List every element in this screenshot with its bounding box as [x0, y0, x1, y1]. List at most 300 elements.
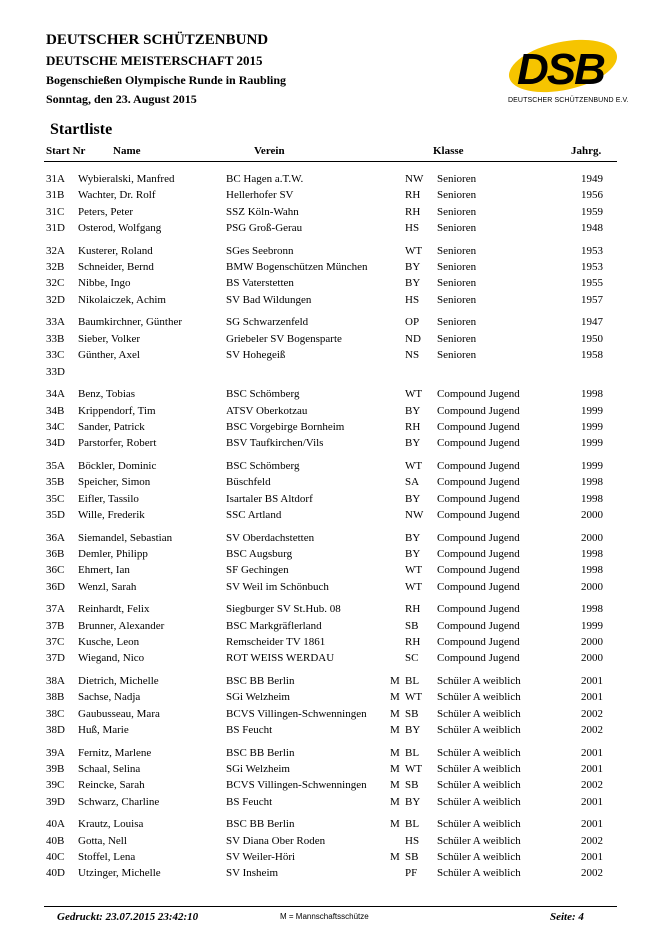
cell-lv: SB	[405, 707, 419, 720]
cell-name: Sachse, Nadja	[78, 691, 141, 704]
cell-start: 35C	[46, 492, 65, 505]
table-row	[0, 745, 665, 761]
table-row	[0, 816, 665, 832]
cell-verein: Siegburger SV St.Hub. 08	[226, 603, 341, 616]
cell-start: 39B	[46, 763, 65, 775]
table-row	[0, 833, 665, 849]
cell-jg: 2001	[581, 795, 603, 808]
cell-verein: Hellerhofer SV	[226, 189, 294, 202]
cell-start: 39D	[46, 795, 65, 808]
table-row	[0, 171, 665, 187]
cell-start: 31D	[46, 222, 65, 234]
table-row	[0, 706, 665, 722]
cell-name: Osterod, Wolfgang	[78, 222, 162, 234]
cell-jg: 2000	[581, 652, 603, 665]
cell-jg: 1999	[581, 459, 603, 472]
cell-lv: BY	[405, 724, 421, 736]
cell-start: 32C	[46, 277, 65, 290]
cell-start: 33B	[46, 332, 65, 345]
cell-jg: 1999	[581, 420, 603, 433]
cell-name: Kusche, Leon	[78, 635, 140, 648]
cell-klasse: Senioren	[437, 261, 477, 274]
cell-jg: 2000	[581, 580, 603, 593]
table-row	[0, 331, 665, 347]
cell-verein: SV Weil im Schönbuch	[226, 580, 329, 593]
cell-start: 40A	[46, 818, 65, 831]
cell-klasse: Senioren	[437, 189, 477, 202]
cell-m: M	[390, 851, 400, 863]
table-row	[0, 187, 665, 203]
table-row	[0, 491, 665, 507]
table-row	[0, 562, 665, 578]
cell-start: 33D	[46, 365, 65, 378]
cell-m: M	[390, 795, 400, 808]
cell-lv: NW	[405, 508, 424, 521]
cell-start: 40D	[46, 867, 65, 880]
table-row	[0, 220, 665, 236]
cell-jg: 2001	[581, 746, 603, 759]
cell-m: M	[390, 746, 400, 759]
cell-lv: BY	[405, 492, 421, 505]
cell-start: 33A	[46, 316, 65, 329]
cell-start: 35D	[46, 508, 65, 521]
cell-verein: BMW Bogenschützen München	[226, 261, 368, 274]
cell-start: 31C	[46, 205, 65, 218]
cell-lv: WT	[405, 244, 423, 257]
cell-start: 34C	[46, 420, 65, 433]
cell-start: 32A	[46, 244, 65, 257]
table-row	[0, 458, 665, 474]
table-row	[0, 435, 665, 451]
col-head-name: Name	[113, 145, 141, 157]
cell-start: 37A	[46, 603, 65, 616]
cell-jg: 1999	[581, 437, 603, 450]
col-head-jahrgang: Jahrg.	[571, 145, 602, 157]
cell-jg: 1958	[581, 349, 603, 362]
cell-start: 38D	[46, 724, 65, 736]
cell-lv: RH	[405, 420, 421, 433]
cell-verein: BSC Schömberg	[226, 388, 300, 401]
cell-name: Wenzl, Sarah	[78, 580, 137, 593]
cell-jg: 1999	[581, 619, 603, 632]
cell-jg: 2002	[581, 867, 603, 880]
cell-verein: SSC Artland	[226, 508, 282, 521]
cell-name: Gotta, Nell	[78, 834, 127, 847]
logo-caption: DEUTSCHER SCHÜTZENBUND E.V.	[508, 97, 629, 104]
table-row	[0, 673, 665, 689]
cell-jg: 1949	[581, 173, 603, 185]
cell-name: Speicher, Simon	[78, 476, 151, 489]
table-row	[0, 618, 665, 634]
cell-start: 34A	[46, 388, 65, 401]
cell-lv: HS	[405, 222, 420, 234]
cell-start: 36A	[46, 531, 65, 544]
cell-name: Utzinger, Michelle	[78, 867, 161, 880]
cell-verein: SGi Welzheim	[226, 691, 290, 704]
table-row	[0, 601, 665, 617]
table-row	[0, 579, 665, 595]
cell-lv: SB	[405, 779, 419, 792]
cell-jg: 1998	[581, 388, 603, 401]
cell-jg: 1957	[581, 293, 603, 306]
cell-klasse: Compound Jugend	[437, 388, 520, 401]
cell-name: Eifler, Tassilo	[78, 492, 139, 505]
cell-klasse: Compound Jugend	[437, 508, 520, 521]
cell-m: M	[390, 818, 400, 831]
cell-verein: SG Schwarzenfeld	[226, 316, 309, 329]
cell-start: 33C	[46, 349, 65, 362]
table-row	[0, 530, 665, 546]
cell-klasse: Senioren	[437, 205, 477, 218]
cell-lv: BY	[405, 437, 421, 450]
table-row	[0, 243, 665, 259]
table-row	[0, 761, 665, 777]
header-org: DEUTSCHER SCHÜTZENBUND	[46, 32, 269, 48]
table-row	[0, 314, 665, 330]
cell-verein: Griebeler SV Bogensparte	[226, 332, 342, 345]
cell-klasse: Compound Jugend	[437, 437, 520, 450]
cell-name: Nibbe, Ingo	[78, 277, 131, 290]
cell-jg: 1948	[581, 222, 603, 234]
cell-jg: 1953	[581, 261, 603, 274]
cell-jg: 1999	[581, 404, 603, 417]
cell-name: Benz, Tobias	[78, 388, 136, 401]
cell-lv: SB	[405, 851, 419, 863]
cell-start: 39A	[46, 746, 65, 759]
cell-verein: Isartaler BS Altdorf	[226, 492, 313, 505]
cell-verein: SV Hohegeiß	[226, 349, 286, 362]
cell-klasse: Senioren	[437, 316, 477, 329]
table-row	[0, 474, 665, 490]
cell-lv: WT	[405, 459, 423, 472]
table-row	[0, 546, 665, 562]
cell-m: M	[390, 691, 400, 704]
cell-name: Böckler, Dominic	[78, 459, 157, 472]
cell-jg: 1998	[581, 564, 603, 577]
cell-name: Sander, Patrick	[78, 420, 145, 433]
cell-lv: BY	[405, 547, 421, 560]
cell-klasse: Schüler A weiblich	[437, 779, 521, 792]
cell-lv: SB	[405, 619, 419, 632]
cell-lv: BY	[405, 795, 421, 808]
table-row	[0, 650, 665, 666]
logo-text: DSB	[517, 45, 604, 94]
cell-jg: 1998	[581, 492, 603, 505]
cell-jg: 2000	[581, 635, 603, 648]
cell-klasse: Compound Jugend	[437, 580, 520, 593]
cell-klasse: Senioren	[437, 277, 477, 290]
cell-jg: 2002	[581, 834, 603, 847]
cell-m: M	[390, 707, 400, 720]
cell-m: M	[390, 724, 400, 736]
cell-lv: BY	[405, 531, 421, 544]
cell-lv: HS	[405, 834, 420, 847]
cell-jg: 1998	[581, 476, 603, 489]
cell-jg: 2002	[581, 724, 603, 736]
table-row	[0, 507, 665, 523]
cell-start: 38C	[46, 707, 65, 720]
cell-klasse: Compound Jugend	[437, 476, 520, 489]
cell-klasse: Schüler A weiblich	[437, 763, 521, 775]
cell-verein: BSC BB Berlin	[226, 674, 295, 687]
cell-start: 37D	[46, 652, 65, 665]
cell-lv: BY	[405, 404, 421, 417]
cell-start: 38B	[46, 691, 65, 704]
cell-start: 34D	[46, 437, 65, 450]
cell-jg: 1998	[581, 547, 603, 560]
col-head-start: Start Nr	[46, 145, 86, 157]
cell-lv: BL	[405, 746, 420, 759]
cell-name: Ehmert, Ian	[78, 564, 130, 577]
cell-verein: SGes Seebronn	[226, 244, 294, 257]
cell-start: 36D	[46, 580, 65, 593]
cell-jg: 2001	[581, 851, 603, 863]
cell-verein: BSC Vorgebirge Bornheim	[226, 420, 345, 433]
cell-name: Schaal, Selina	[78, 763, 141, 775]
cell-klasse: Compound Jugend	[437, 420, 520, 433]
cell-verein: BCVS Villingen-Schwenningen	[226, 779, 367, 792]
cell-klasse: Compound Jugend	[437, 603, 520, 616]
cell-lv: WT	[405, 388, 423, 401]
table-row	[0, 364, 665, 380]
cell-verein: PSG Groß-Gerau	[226, 222, 303, 234]
cell-klasse: Schüler A weiblich	[437, 724, 521, 736]
cell-klasse: Schüler A weiblich	[437, 746, 521, 759]
cell-klasse: Compound Jugend	[437, 547, 520, 560]
cell-name: Günther, Axel	[78, 349, 140, 362]
cell-name: Fernitz, Marlene	[78, 746, 152, 759]
cell-name: Siemandel, Sebastian	[78, 531, 173, 544]
cell-klasse: Schüler A weiblich	[437, 691, 521, 704]
cell-start: 35A	[46, 459, 65, 472]
cell-start: 36B	[46, 547, 65, 560]
cell-klasse: Compound Jugend	[437, 404, 520, 417]
cell-verein: BS Vaterstetten	[226, 277, 294, 290]
table-row	[0, 259, 665, 275]
cell-jg: 2002	[581, 779, 603, 792]
cell-klasse: Schüler A weiblich	[437, 707, 521, 720]
cell-name: Wybieralski, Manfred	[78, 173, 175, 185]
cell-name: Reincke, Sarah	[78, 779, 145, 792]
cell-verein: SV Diana Ober Roden	[226, 834, 326, 847]
cell-jg: 1953	[581, 244, 603, 257]
cell-name: Sieber, Volker	[78, 332, 141, 345]
cell-lv: WT	[405, 564, 423, 577]
cell-lv: HS	[405, 293, 420, 306]
cell-klasse: Compound Jugend	[437, 564, 520, 577]
table-row	[0, 419, 665, 435]
col-head-verein: Verein	[254, 145, 285, 157]
cell-start: 37C	[46, 635, 65, 648]
cell-lv: NW	[405, 173, 424, 185]
table-row	[0, 386, 665, 402]
footer-printed: Gedruckt: 23.07.2015 23:42:10	[57, 911, 199, 923]
cell-name: Krippendorf, Tim	[78, 404, 156, 417]
cell-start: 35B	[46, 476, 65, 489]
cell-klasse: Compound Jugend	[437, 531, 520, 544]
cell-klasse: Schüler A weiblich	[437, 834, 521, 847]
cell-lv: WT	[405, 763, 423, 775]
cell-klasse: Compound Jugend	[437, 652, 520, 665]
cell-lv: RH	[405, 603, 421, 616]
cell-name: Stoffel, Lena	[78, 851, 136, 863]
header-discipline: Bogenschießen Olympische Runde in Raubling	[46, 73, 287, 87]
cell-start: 34B	[46, 404, 65, 417]
cell-lv: BL	[405, 818, 420, 831]
cell-start: 36C	[46, 564, 65, 577]
cell-m: M	[390, 674, 400, 687]
cell-lv: SC	[405, 652, 419, 665]
cell-klasse: Compound Jugend	[437, 635, 520, 648]
cell-jg: 1998	[581, 603, 603, 616]
cell-lv: ND	[405, 332, 421, 345]
cell-verein: BSC Markgräflerland	[226, 619, 322, 632]
table-row	[0, 865, 665, 881]
cell-verein: SV Bad Wildungen	[226, 293, 312, 306]
cell-name: Demler, Philipp	[78, 547, 148, 560]
cell-lv: RH	[405, 189, 421, 202]
cell-klasse: Compound Jugend	[437, 459, 520, 472]
cell-jg: 2001	[581, 818, 603, 831]
cell-verein: BSC Augsburg	[226, 547, 293, 560]
cell-start: 39C	[46, 779, 65, 792]
cell-klasse: Senioren	[437, 332, 477, 345]
cell-name: Kusterer, Roland	[78, 244, 153, 257]
cell-lv: RH	[405, 635, 421, 648]
cell-verein: BSC BB Berlin	[226, 818, 295, 831]
col-head-klasse: Klasse	[433, 145, 464, 157]
cell-jg: 2001	[581, 674, 603, 687]
cell-verein: Büschfeld	[226, 476, 271, 489]
cell-name: Dietrich, Michelle	[78, 674, 159, 687]
cell-verein: Remscheider TV 1861	[226, 635, 326, 648]
cell-jg: 1955	[581, 277, 603, 290]
cell-klasse: Compound Jugend	[437, 492, 520, 505]
table-row	[0, 204, 665, 220]
table-row	[0, 777, 665, 793]
cell-verein: SV Oberdachstetten	[226, 531, 315, 544]
cell-jg: 2000	[581, 508, 603, 521]
cell-klasse: Senioren	[437, 222, 477, 234]
cell-name: Huß, Marie	[78, 724, 129, 736]
footer-rule	[44, 906, 617, 907]
cell-name: Peters, Peter	[78, 205, 133, 218]
cell-start: 31B	[46, 189, 65, 202]
cell-klasse: Senioren	[437, 173, 477, 185]
table-row	[0, 849, 665, 865]
cell-klasse: Schüler A weiblich	[437, 867, 521, 880]
page-title: Startliste	[50, 121, 113, 138]
cell-verein: SF Gechingen	[226, 564, 289, 577]
cell-start: 40C	[46, 851, 65, 863]
cell-lv: WT	[405, 691, 423, 704]
cell-verein: BCVS Villingen-Schwenningen	[226, 707, 367, 720]
cell-lv: OP	[405, 316, 420, 329]
cell-verein: BS Feucht	[226, 724, 273, 736]
cell-verein: SV Insheim	[226, 867, 279, 880]
table-row	[0, 347, 665, 363]
cell-klasse: Senioren	[437, 293, 477, 306]
cell-verein: BSV Taufkirchen/Vils	[226, 437, 324, 450]
cell-name: Nikolaiczek, Achim	[78, 293, 166, 306]
cell-jg: 1947	[581, 316, 603, 329]
cell-jg: 1950	[581, 332, 603, 345]
cell-m: M	[390, 763, 400, 775]
cell-start: 32D	[46, 293, 65, 306]
cell-name: Brunner, Alexander	[78, 619, 165, 632]
footer-page: Seite: 4	[550, 911, 584, 923]
cell-lv: BY	[405, 261, 421, 274]
table-row	[0, 292, 665, 308]
cell-start: 38A	[46, 674, 65, 687]
table-row	[0, 275, 665, 291]
cell-start: 32B	[46, 261, 65, 274]
cell-start: 37B	[46, 619, 65, 632]
cell-name: Wachter, Dr. Rolf	[78, 189, 156, 202]
cell-klasse: Schüler A weiblich	[437, 674, 521, 687]
cell-lv: BY	[405, 277, 421, 290]
cell-name: Wille, Frederik	[78, 508, 145, 521]
cell-name: Krautz, Louisa	[78, 818, 144, 831]
cell-jg: 2001	[581, 763, 603, 775]
table-row	[0, 794, 665, 810]
cell-verein: BC Hagen a.T.W.	[226, 173, 304, 185]
cell-lv: NS	[405, 349, 420, 362]
cell-name: Gaubusseau, Mara	[78, 707, 160, 720]
footer-note: M = Mannschaftsschütze	[280, 912, 369, 921]
cell-verein: BSC Schömberg	[226, 459, 300, 472]
cell-klasse: Senioren	[437, 244, 477, 257]
cell-klasse: Compound Jugend	[437, 619, 520, 632]
cell-name: Reinhardt, Felix	[78, 603, 150, 616]
cell-verein: BSC BB Berlin	[226, 746, 295, 759]
table-row	[0, 634, 665, 650]
cell-jg: 2001	[581, 691, 603, 704]
cell-verein: ROT WEISS WERDAU	[226, 652, 335, 665]
cell-klasse: Senioren	[437, 349, 477, 362]
cell-jg: 1956	[581, 189, 603, 202]
table-row	[0, 689, 665, 705]
cell-lv: RH	[405, 205, 421, 218]
cell-klasse: Schüler A weiblich	[437, 818, 521, 831]
cell-name: Baumkirchner, Günther	[78, 316, 183, 329]
header-event: DEUTSCHE MEISTERSCHAFT 2015	[46, 53, 263, 68]
cell-jg: 1959	[581, 205, 603, 218]
cell-verein: SSZ Köln-Wahn	[226, 205, 299, 218]
cell-m: M	[390, 779, 400, 792]
cell-lv: BL	[405, 674, 420, 687]
cell-jg: 2000	[581, 531, 603, 544]
cell-verein: SGi Welzheim	[226, 763, 290, 775]
cell-jg: 2002	[581, 707, 603, 720]
cell-lv: SA	[405, 476, 420, 489]
header-date: Sonntag, den 23. August 2015	[46, 92, 197, 106]
cell-start: 31A	[46, 173, 65, 185]
cell-klasse: Schüler A weiblich	[437, 851, 521, 863]
cell-verein: ATSV Oberkotzau	[226, 404, 308, 417]
cell-name: Parstorfer, Robert	[78, 437, 157, 450]
cell-name: Schneider, Bernd	[78, 261, 154, 274]
cell-lv: PF	[405, 867, 418, 880]
cell-klasse: Schüler A weiblich	[437, 795, 521, 808]
table-row	[0, 722, 665, 738]
cell-name: Schwarz, Charline	[78, 795, 160, 808]
cell-verein: BS Feucht	[226, 795, 273, 808]
table-row	[0, 403, 665, 419]
cell-start: 40B	[46, 834, 65, 847]
cell-lv: WT	[405, 580, 423, 593]
cell-verein: SV Weiler-Höri	[226, 851, 296, 863]
